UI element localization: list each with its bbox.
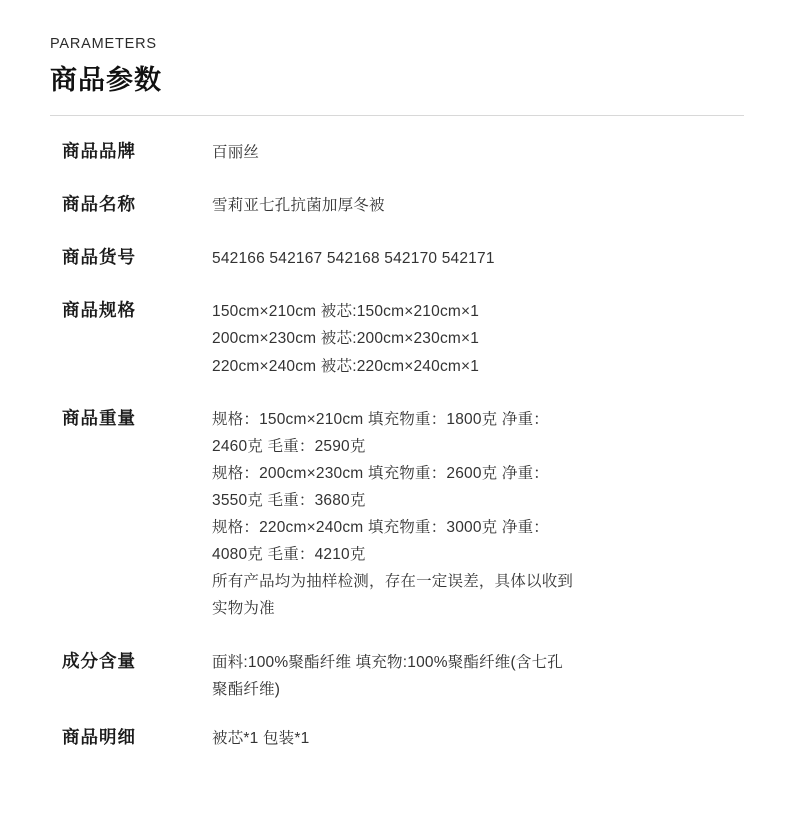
spec-value-line: 4080克 毛重：4210克: [212, 546, 366, 564]
table-row: [50, 405, 744, 648]
parameters-table: [50, 138, 744, 751]
spec-value-line: 规格：220cm×240cm 填充物重：3000克 净重：: [212, 519, 549, 537]
spec-label-name: 商品名称: [62, 194, 136, 215]
table-row: [50, 244, 744, 297]
parameters-table-body: [50, 138, 744, 751]
section-eyebrow: PARAMETERS: [50, 36, 157, 52]
spec-value-line: 规格：150cm×210cm 填充物重：1800克 净重：: [212, 410, 549, 428]
header-divider: [50, 115, 744, 116]
spec-label-weight: 商品重量: [62, 407, 136, 428]
spec-label-composition: 成分含量: [62, 650, 136, 671]
spec-value-size: [212, 297, 744, 404]
spec-value-composition: [212, 648, 744, 724]
spec-value-brand: [212, 138, 744, 191]
spec-value-weight: [212, 405, 744, 648]
spec-label-brand: 商品品牌: [62, 141, 136, 161]
spec-value-line: 雪莉亚七孔抗菌加厚冬被: [212, 197, 385, 215]
spec-value-line: 200cm×230cm 被芯:200cm×230cm×1: [212, 330, 480, 348]
spec-value-line: 规格：200cm×230cm 填充物重：2600克 净重：: [212, 464, 549, 482]
spec-value-line: 542166 542167 542168 542170 542171: [212, 250, 495, 268]
spec-value-line: 聚酯纤维): [212, 680, 281, 698]
spec-value-sku: [212, 244, 744, 297]
table-row: [50, 191, 744, 244]
table-row: [50, 724, 744, 751]
spec-label-details: 商品明细: [62, 726, 136, 747]
spec-label-sku: 商品货号: [62, 247, 136, 268]
spec-value-line: 被芯*1 包装*1: [212, 729, 310, 747]
spec-value-line: 220cm×240cm 被芯:220cm×240cm×1: [212, 357, 480, 375]
table-row: [50, 138, 744, 191]
spec-value-line: 面料:100%聚酯纤维 填充物:100%聚酯纤维(含七孔: [212, 653, 563, 671]
spec-value-line: 3550克 毛重：3680克: [212, 491, 366, 509]
page-title: 商品参数: [50, 65, 162, 95]
spec-value-line: 实物为准: [212, 600, 275, 618]
spec-value-line: 百丽丝: [212, 144, 260, 161]
spec-value-name: [212, 191, 744, 244]
table-row: [50, 297, 744, 404]
table-row: [50, 648, 744, 724]
spec-value-line: 所有产品均为抽样检测，存在一定误差，具体以收到: [212, 573, 574, 591]
spec-value-details: [212, 724, 744, 751]
spec-value-line: 2460克 毛重：2590克: [212, 437, 366, 455]
spec-label-size: 商品规格: [62, 300, 136, 321]
spec-value-line: 150cm×210cm 被芯:150cm×210cm×1: [212, 303, 480, 321]
